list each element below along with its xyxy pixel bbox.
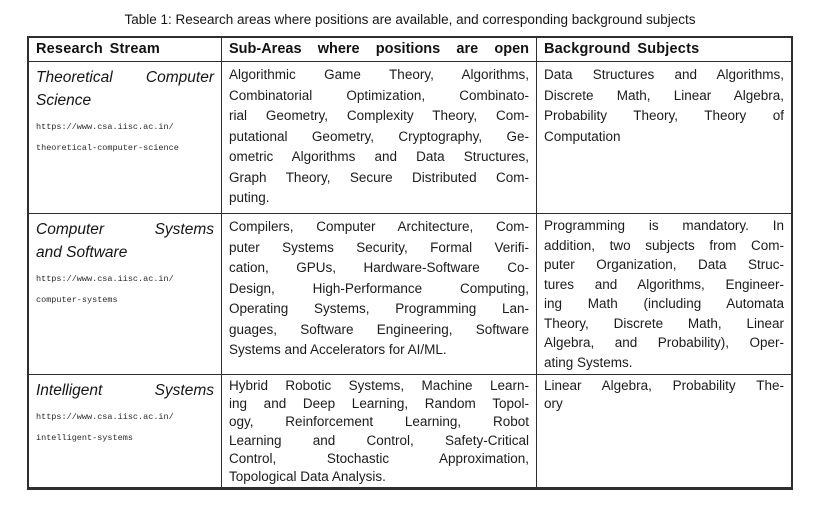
- text-line: Combinatorial Optimization, Combinato-: [229, 87, 529, 103]
- stream-cell: [29, 375, 222, 487]
- text-line: guages, Software Engineering, Software: [229, 321, 529, 337]
- text-line: computer-systems: [36, 295, 118, 305]
- subareas-cell: [222, 62, 537, 213]
- stream-url-link[interactable]: [36, 407, 214, 449]
- text-line: ating Systems.: [544, 354, 633, 370]
- text-line: Linear Algebra, Probability The-: [544, 378, 784, 393]
- stream-name: [36, 216, 214, 264]
- text-line: puting.: [229, 190, 270, 205]
- text-line: Systems and Accelerators for AI/ML.: [229, 342, 447, 357]
- col-header-research-stream: Research Stream: [29, 38, 222, 61]
- text-line: addition, two subjects from Com-: [544, 237, 784, 253]
- stream-name: [36, 64, 214, 112]
- text-line: Science: [36, 92, 92, 109]
- text-line: Algorithmic Game Theory, Algorithms,: [229, 67, 529, 82]
- stream-name: [36, 377, 214, 402]
- background-subjects-text: [544, 64, 784, 147]
- subareas-cell: [222, 214, 537, 374]
- text-line: Topological Data Analysis.: [229, 469, 386, 485]
- text-line: ogy, Reinforcement Learning, Robot: [229, 414, 529, 430]
- text-line: intelligent-systems: [36, 433, 133, 443]
- col-header-background-subjects: Background Subjects: [544, 41, 700, 57]
- table-header-row: [29, 38, 791, 62]
- text-line: Programming is mandatory. In: [544, 218, 784, 233]
- text-line: Computation: [544, 128, 621, 144]
- text-line: cation, GPUs, Hardware-Software Co-: [229, 260, 529, 275]
- text-line: and Software: [36, 244, 128, 261]
- text-line: Compilers, Computer Architecture, Com-: [229, 219, 529, 234]
- subareas-cell: [222, 375, 537, 487]
- text-line: tures and Algorithms, Engineer-: [544, 276, 784, 292]
- text-line: Graph Theory, Secure Distributed Com-: [229, 169, 529, 185]
- col-header-subareas: Sub-Areas where positions are open: [222, 38, 537, 61]
- table-row-theoretical-computer-science: [29, 62, 791, 214]
- text-line: Probability Theory, Theory of: [544, 108, 784, 123]
- table-row-intelligent-systems: [29, 375, 791, 487]
- text-line: Data Structures and Algorithms,: [544, 67, 784, 82]
- research-areas-table: [27, 36, 793, 490]
- table-row-computer-systems-and-software: [29, 214, 791, 375]
- background-subjects-cell: [537, 375, 791, 487]
- text-line: ory: [544, 396, 563, 412]
- text-line: theoretical-computer-science: [36, 143, 179, 153]
- table-caption: Table 1: Research areas where positions are available, and corresponding background subjects: [124, 12, 696, 27]
- text-line: Theory, Discrete Math, Linear: [544, 315, 784, 331]
- text-line: https://www.csa.iisc.ac.in/: [36, 274, 174, 284]
- text-line: ing Math (including Automata: [544, 296, 784, 311]
- text-line: Learning and Control, Safety-Critical: [229, 432, 529, 448]
- text-line: https://www.csa.iisc.ac.in/: [36, 412, 174, 422]
- stream-cell: [29, 62, 222, 213]
- text-line: Computer Systems: [36, 221, 214, 238]
- background-subjects-cell: [537, 214, 791, 374]
- text-line: Hybrid Robotic Systems, Machine Learn-: [229, 378, 529, 393]
- subareas-text: [229, 377, 529, 486]
- text-line: putational Geometry, Cryptography, Ge-: [229, 128, 529, 144]
- text-line: ometric Algorithms and Data Structures,: [229, 149, 529, 164]
- text-line: ing and Deep Learning, Random Topol-: [229, 396, 529, 412]
- text-line: Discrete Math, Linear Algebra,: [544, 87, 784, 103]
- stream-cell: [29, 214, 222, 374]
- text-line: Intelligent Systems: [36, 382, 214, 399]
- stream-url-link[interactable]: [36, 269, 214, 311]
- background-subjects-text: [544, 216, 784, 372]
- text-line: puter Systems Security, Formal Verifi-: [229, 239, 529, 255]
- stream-url-link[interactable]: [36, 117, 214, 159]
- text-line: rial Geometry, Complexity Theory, Com-: [229, 108, 529, 123]
- background-subjects-cell: [537, 62, 791, 213]
- subareas-text: [229, 64, 529, 209]
- subareas-text: [229, 216, 529, 361]
- text-line: Theoretical Computer: [36, 69, 214, 86]
- background-subjects-text: [544, 377, 784, 413]
- text-line: Operating Systems, Programming Lan-: [229, 301, 529, 316]
- text-line: https://www.csa.iisc.ac.in/: [36, 122, 174, 132]
- text-line: puter Organization, Data Struc-: [544, 257, 784, 272]
- text-line: Control, Stochastic Approximation,: [229, 450, 529, 466]
- text-line: Algebra, and Probability), Oper-: [544, 335, 784, 350]
- text-line: Design, High-Performance Computing,: [229, 280, 529, 296]
